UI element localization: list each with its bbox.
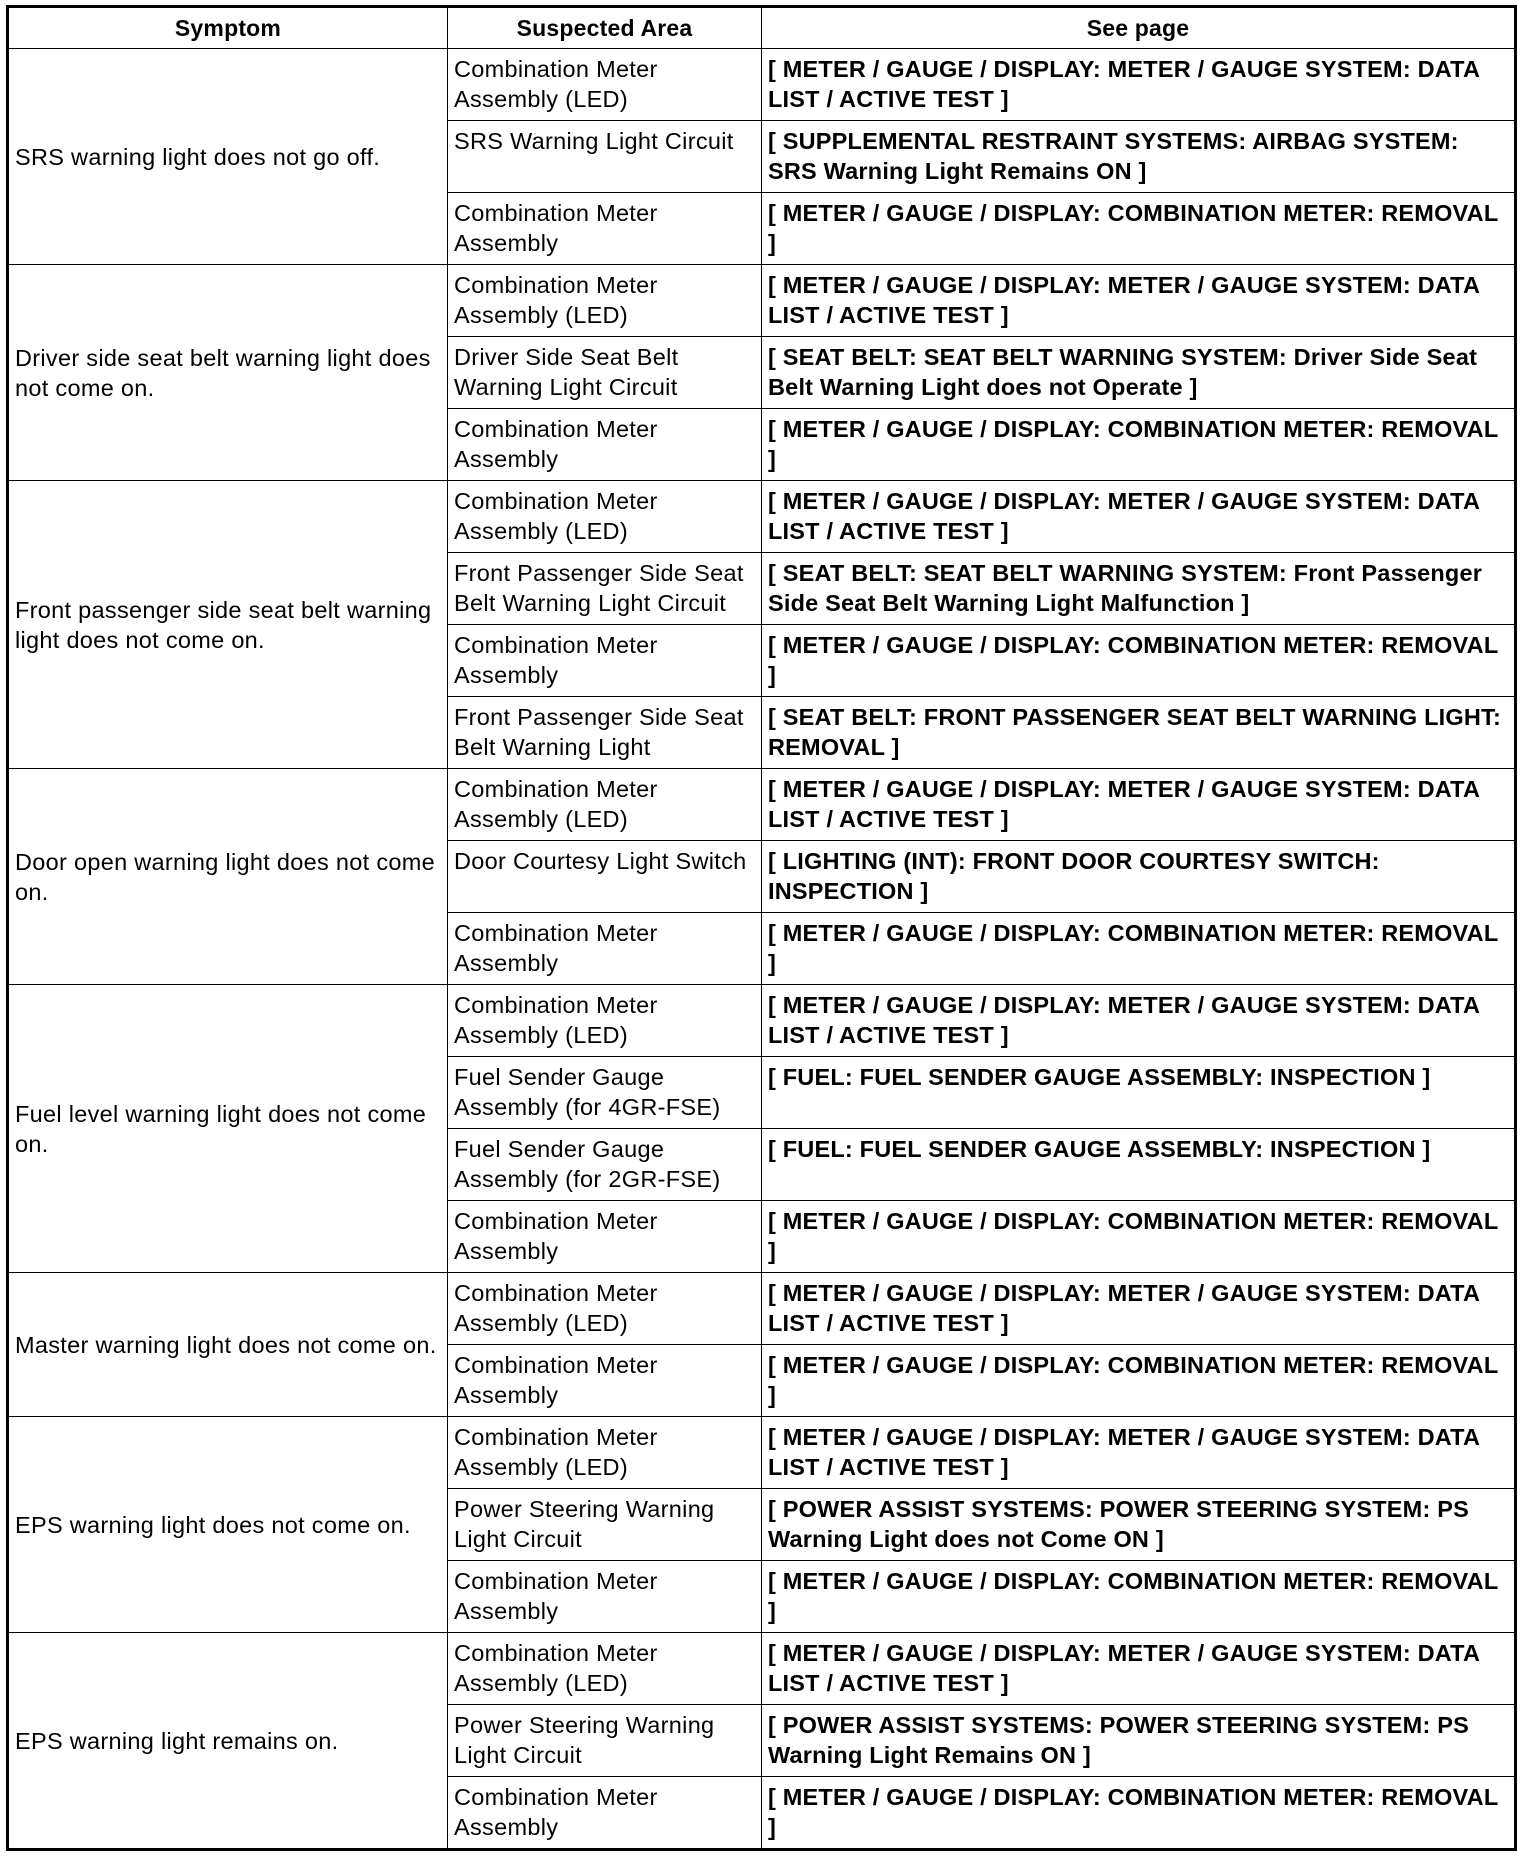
symptom-cell: Fuel level warning light does not come on. (8, 985, 448, 1273)
see-page-reference-cell: [ LIGHTING (INT): FRONT DOOR COURTESY SWITCH: INSPECTION ] (762, 841, 1516, 913)
see-page-reference-cell: [ METER / GAUGE / DISPLAY: METER / GAUGE SYSTEM: DATA LIST / ACTIVE TEST ] (762, 49, 1516, 121)
see-page-reference-cell: [ METER / GAUGE / DISPLAY: COMBINATION METER: REMOVAL ] (762, 913, 1516, 985)
see-page-reference-cell: [ FUEL: FUEL SENDER GAUGE ASSEMBLY: INSPECTION ] (762, 1057, 1516, 1129)
header-symptom: Symptom (8, 7, 448, 49)
suspected-area-cell: Combination Meter Assembly (448, 1777, 762, 1850)
see-page-reference-cell: [ POWER ASSIST SYSTEMS: POWER STEERING SYSTEM: PS Warning Light does not Come ON ] (762, 1489, 1516, 1561)
suspected-area-cell: SRS Warning Light Circuit (448, 121, 762, 193)
table-body (8, 49, 1516, 1850)
symptom-cell: SRS warning light does not go off. (8, 49, 448, 265)
see-page-reference-cell: [ SEAT BELT: FRONT PASSENGER SEAT BELT WARNING LIGHT: REMOVAL ] (762, 697, 1516, 769)
header-suspected-area: Suspected Area (448, 7, 762, 49)
suspected-area-cell: Front Passenger Side Seat Belt Warning Light (448, 697, 762, 769)
see-page-reference-cell: [ METER / GAUGE / DISPLAY: COMBINATION METER: REMOVAL ] (762, 1201, 1516, 1273)
symptom-cell: Front passenger side seat belt warning light does not come on. (8, 481, 448, 769)
suspected-area-cell: Combination Meter Assembly (LED) (448, 1633, 762, 1705)
suspected-area-cell: Combination Meter Assembly (LED) (448, 1273, 762, 1345)
table-row (8, 49, 1516, 121)
see-page-reference-cell: [ METER / GAUGE / DISPLAY: COMBINATION METER: REMOVAL ] (762, 1345, 1516, 1417)
suspected-area-cell: Fuel Sender Gauge Assembly (for 4GR-FSE) (448, 1057, 762, 1129)
table-row (8, 265, 1516, 337)
see-page-reference-cell: [ METER / GAUGE / DISPLAY: METER / GAUGE SYSTEM: DATA LIST / ACTIVE TEST ] (762, 985, 1516, 1057)
suspected-area-cell: Door Courtesy Light Switch (448, 841, 762, 913)
table-row (8, 769, 1516, 841)
suspected-area-cell: Combination Meter Assembly (LED) (448, 481, 762, 553)
suspected-area-cell: Front Passenger Side Seat Belt Warning Light Circuit (448, 553, 762, 625)
header-see-page: See page (762, 7, 1516, 49)
symptom-cell: Master warning light does not come on. (8, 1273, 448, 1417)
suspected-area-cell: Combination Meter Assembly (448, 193, 762, 265)
symptom-cell: Driver side seat belt warning light does not come on. (8, 265, 448, 481)
suspected-area-cell: Combination Meter Assembly (LED) (448, 769, 762, 841)
suspected-area-cell: Fuel Sender Gauge Assembly (for 2GR-FSE) (448, 1129, 762, 1201)
suspected-area-cell: Combination Meter Assembly (LED) (448, 49, 762, 121)
see-page-reference-cell: [ METER / GAUGE / DISPLAY: COMBINATION METER: REMOVAL ] (762, 625, 1516, 697)
suspected-area-cell: Power Steering Warning Light Circuit (448, 1489, 762, 1561)
suspected-area-cell: Combination Meter Assembly (LED) (448, 1417, 762, 1489)
document-page (6, 5, 1514, 1851)
suspected-area-cell: Combination Meter Assembly (LED) (448, 265, 762, 337)
see-page-reference-cell: [ METER / GAUGE / DISPLAY: METER / GAUGE SYSTEM: DATA LIST / ACTIVE TEST ] (762, 481, 1516, 553)
table-row (8, 1633, 1516, 1705)
see-page-reference-cell: [ METER / GAUGE / DISPLAY: METER / GAUGE SYSTEM: DATA LIST / ACTIVE TEST ] (762, 1417, 1516, 1489)
see-page-reference-cell: [ METER / GAUGE / DISPLAY: COMBINATION METER: REMOVAL ] (762, 193, 1516, 265)
see-page-reference-cell: [ METER / GAUGE / DISPLAY: METER / GAUGE SYSTEM: DATA LIST / ACTIVE TEST ] (762, 1633, 1516, 1705)
see-page-reference-cell: [ METER / GAUGE / DISPLAY: COMBINATION METER: REMOVAL ] (762, 1777, 1516, 1850)
header-row (8, 7, 1516, 49)
suspected-area-cell: Driver Side Seat Belt Warning Light Circuit (448, 337, 762, 409)
table-row (8, 1273, 1516, 1345)
see-page-reference-cell: [ POWER ASSIST SYSTEMS: POWER STEERING SYSTEM: PS Warning Light Remains ON ] (762, 1705, 1516, 1777)
suspected-area-cell: Combination Meter Assembly (448, 1561, 762, 1633)
symptom-cell: Door open warning light does not come on. (8, 769, 448, 985)
table-row (8, 1417, 1516, 1489)
see-page-reference-cell: [ SEAT BELT: SEAT BELT WARNING SYSTEM: Front Passenger Side Seat Belt Warning Light Malfunction ] (762, 553, 1516, 625)
see-page-reference-cell: [ METER / GAUGE / DISPLAY: METER / GAUGE SYSTEM: DATA LIST / ACTIVE TEST ] (762, 265, 1516, 337)
suspected-area-cell: Combination Meter Assembly (448, 1345, 762, 1417)
symptom-cell: EPS warning light remains on. (8, 1633, 448, 1850)
suspected-area-cell: Combination Meter Assembly (448, 1201, 762, 1273)
see-page-reference-cell: [ METER / GAUGE / DISPLAY: COMBINATION METER: REMOVAL ] (762, 409, 1516, 481)
problem-symptoms-table (6, 5, 1517, 1851)
suspected-area-cell: Combination Meter Assembly (LED) (448, 985, 762, 1057)
table-row (8, 481, 1516, 553)
see-page-reference-cell: [ SUPPLEMENTAL RESTRAINT SYSTEMS: AIRBAG SYSTEM: SRS Warning Light Remains ON ] (762, 121, 1516, 193)
suspected-area-cell: Combination Meter Assembly (448, 625, 762, 697)
see-page-reference-cell: [ METER / GAUGE / DISPLAY: METER / GAUGE SYSTEM: DATA LIST / ACTIVE TEST ] (762, 769, 1516, 841)
suspected-area-cell: Combination Meter Assembly (448, 409, 762, 481)
see-page-reference-cell: [ METER / GAUGE / DISPLAY: METER / GAUGE SYSTEM: DATA LIST / ACTIVE TEST ] (762, 1273, 1516, 1345)
table-header (8, 7, 1516, 49)
see-page-reference-cell: [ METER / GAUGE / DISPLAY: COMBINATION METER: REMOVAL ] (762, 1561, 1516, 1633)
table-row (8, 985, 1516, 1057)
see-page-reference-cell: [ FUEL: FUEL SENDER GAUGE ASSEMBLY: INSPECTION ] (762, 1129, 1516, 1201)
symptom-cell: EPS warning light does not come on. (8, 1417, 448, 1633)
suspected-area-cell: Combination Meter Assembly (448, 913, 762, 985)
see-page-reference-cell: [ SEAT BELT: SEAT BELT WARNING SYSTEM: Driver Side Seat Belt Warning Light does not Operate ] (762, 337, 1516, 409)
suspected-area-cell: Power Steering Warning Light Circuit (448, 1705, 762, 1777)
